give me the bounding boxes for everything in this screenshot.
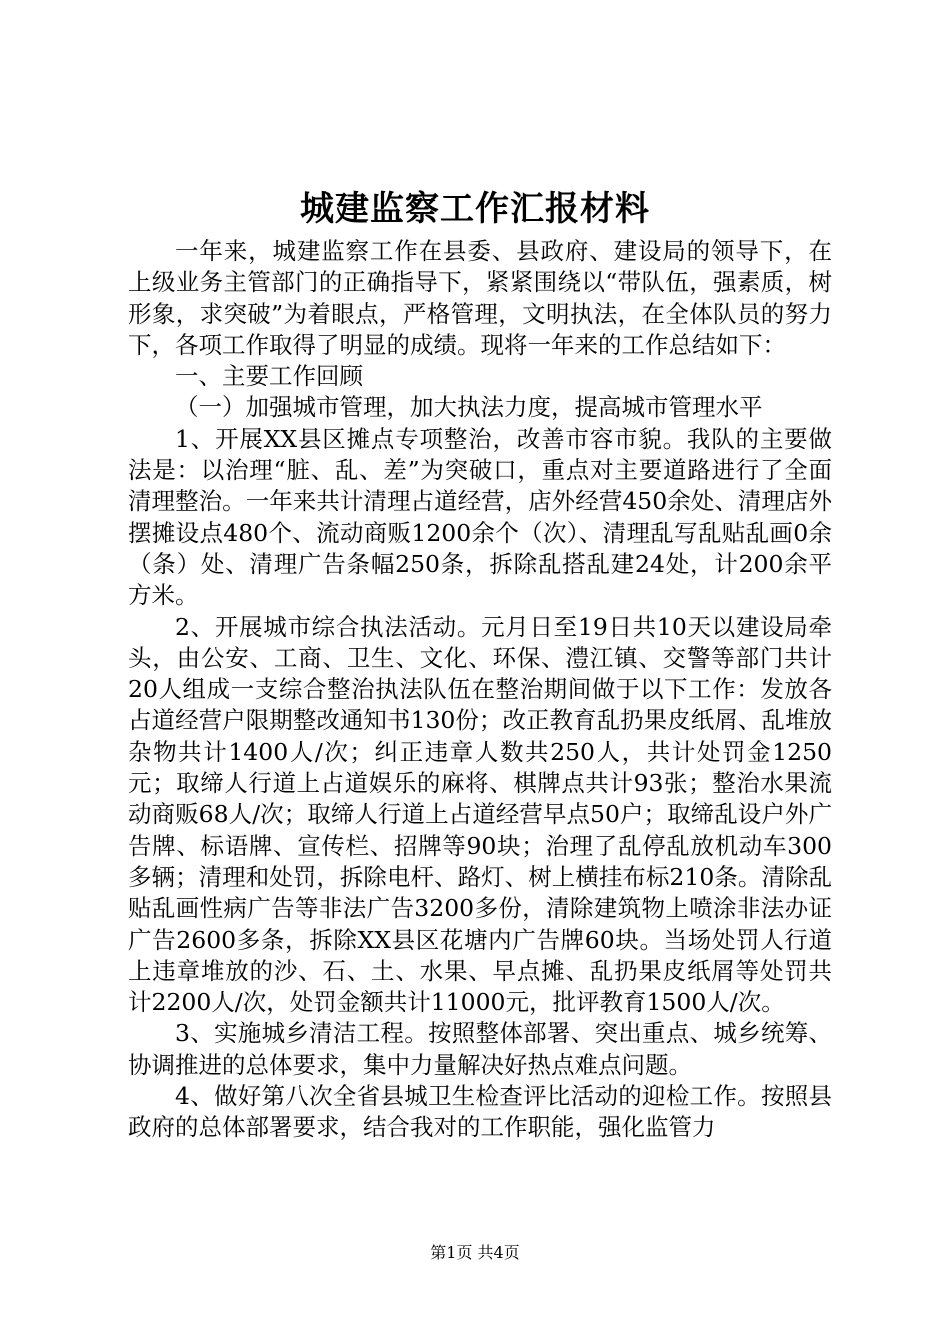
paragraph-item-1: 1、开展XX县区摊点专项整治，改善市容市貌。我队的主要做法是：以治理“脏、乱、差”为突破口，重点对主要道路进行了全面清理整治。一年来共计清理占道经营，店外经营450余处、清理店外摆摊设点480个、流动商贩1200余个（次）、清理乱写乱贴乱画0余（条）处、清理广告条幅250条，拆除乱搭乱建24处，计200余平方米。 — [128, 424, 832, 610]
subsection-heading-city-management: （一）加强城市管理，加大执法力度，提高城市管理水平 — [175, 393, 763, 422]
section-heading-main-work: 一、主要工作回顾 — [175, 362, 363, 391]
document-body — [128, 236, 832, 1144]
paragraph-item-3: 3、实施城乡清洁工程。按照整体部署、突出重点、城乡统筹、协调推进的总体要求，集中力量解决好热点难点问题。 — [128, 1019, 832, 1079]
page-number-footer: 第1页 共4页 — [430, 1243, 520, 1262]
paragraph-intro: 一年来，城建监察工作在县委、县政府、建设局的领导下，在上级业务主管部门的正确指导下，紧紧围绕以“带队伍，强素质，树形象，求突破”为着眼点，严格管理，文明执法，在全体队员的努力下，各项工作取得了明显的成绩。现将一年来的工作总结如下： — [128, 237, 832, 359]
page-title: 城建监察工作汇报材料 — [300, 189, 650, 229]
paragraph-item-4: 4、做好第八次全省县城卫生检查评比活动的迎检工作。按照县政府的总体部署要求，结合我对的工作职能，强化监管力 — [128, 1082, 832, 1142]
paragraph-item-2: 2、开展城市综合执法活动。元月日至19日共10天以建设局牵头，由公安、工商、卫生、文化、环保、澧江镇、交警等部门共计20人组成一支综合整治执法队伍在整治期间做于以下工作：发放各占道经营户限期整改通知书130份；改正教育乱扔果皮纸屑、乱堆放杂物共计1400人/次；纠正违章人数共250人，共计处罚金1250元；取缔人行道上占道娱乐的麻将、棋牌点共计93张；整治水果流动商贩68人/次；取缔人行道上占道经营早点50户；取缔乱设户外广告牌、标语牌、宣传栏、招牌等90块；治理了乱停乱放机动车300多辆；清理和处罚，拆除电杆、路灯、树上横挂布标210条。清除乱贴乱画性病广告等非法广告3200多份，清除建筑物上喷涂非法办证广告2600多条，拆除XX县区花塘内广告牌60块。当场处罚人行道上违章堆放的沙、石、土、水果、早点摊、乱扔果皮纸屑等处罚共计2200人/次，处罚金额共计11000元，批评教育1500人/次。 — [128, 612, 832, 1017]
